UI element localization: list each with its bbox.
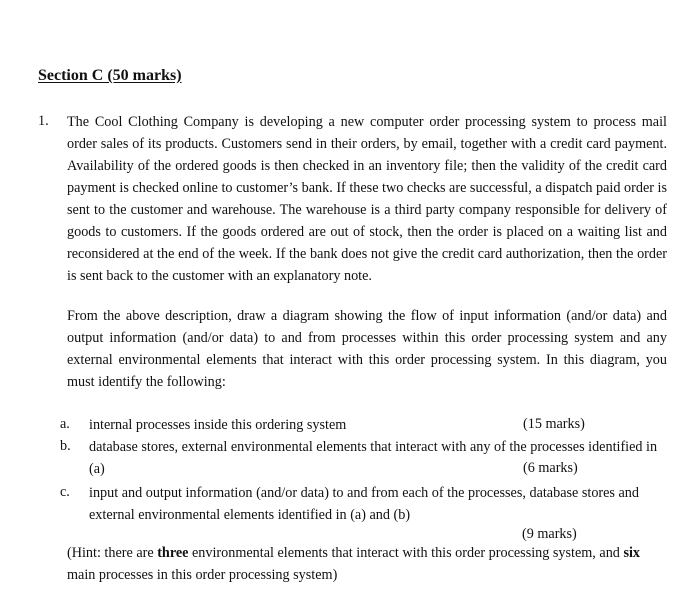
item-a-marks: (15 marks) [523,416,585,432]
item-c-marks: (9 marks) [522,526,577,542]
hint-text [67,542,667,586]
item-a-text: internal processes inside this ordering system [89,417,347,433]
section-title: Section C (50 marks) [38,67,182,84]
hint-part1: (Hint: there are [67,545,158,561]
question-description: The Cool Clothing Company is developing a new computer order processing system to process mail order sales of its products. Customers send in their orders, by email, together with a credit card payment. Availability of the ordered goods is then checked in an inventory file; then the validity of the credit card payment is checked online to customer’s bank. If these two checks are successful, a dispatch paid order is sent to the customer and warehouse. The warehouse is a third party company responsible for delivery of goods to customers. If the goods ordered are out of stock, then the order is placed on a waiting list and reconsidered at the end of the week. If the bank does not give the credit card authorization, then the order is sent back to the customer with an explanatory note. [67,114,667,284]
question-instructions: From the above description, draw a diagram showing the flow of input information (and/or data) and output information (and/or data) to and from processes within this order processing system and any external environmental elements that interact with this order processing system. In this diagram, you must identify the following: [67,308,667,390]
item-a-letter: a. [60,416,70,432]
item-c-text-line1: input and output information (and/or data) to and from each of the processes, database stores and [89,485,639,501]
hint-bold-three: three [157,545,189,561]
hint-part2: environmental elements that interact with this order processing system, and [188,545,624,561]
item-b-marks: (6 marks) [523,460,578,476]
item-c-text-line2: external environmental elements identified in (a) and (b) [89,507,411,523]
item-c-letter: c. [60,484,70,500]
hint-bold-six: six [623,545,640,561]
item-b-letter: b. [60,438,71,454]
hint-part3: main processes in this order processing system) [67,567,338,583]
item-b-text-line2: (a) [89,461,105,477]
question-number: 1. [38,113,49,129]
item-b-text-line1: database stores, external environmental elements that interact with any of the processes identified in [89,439,658,455]
